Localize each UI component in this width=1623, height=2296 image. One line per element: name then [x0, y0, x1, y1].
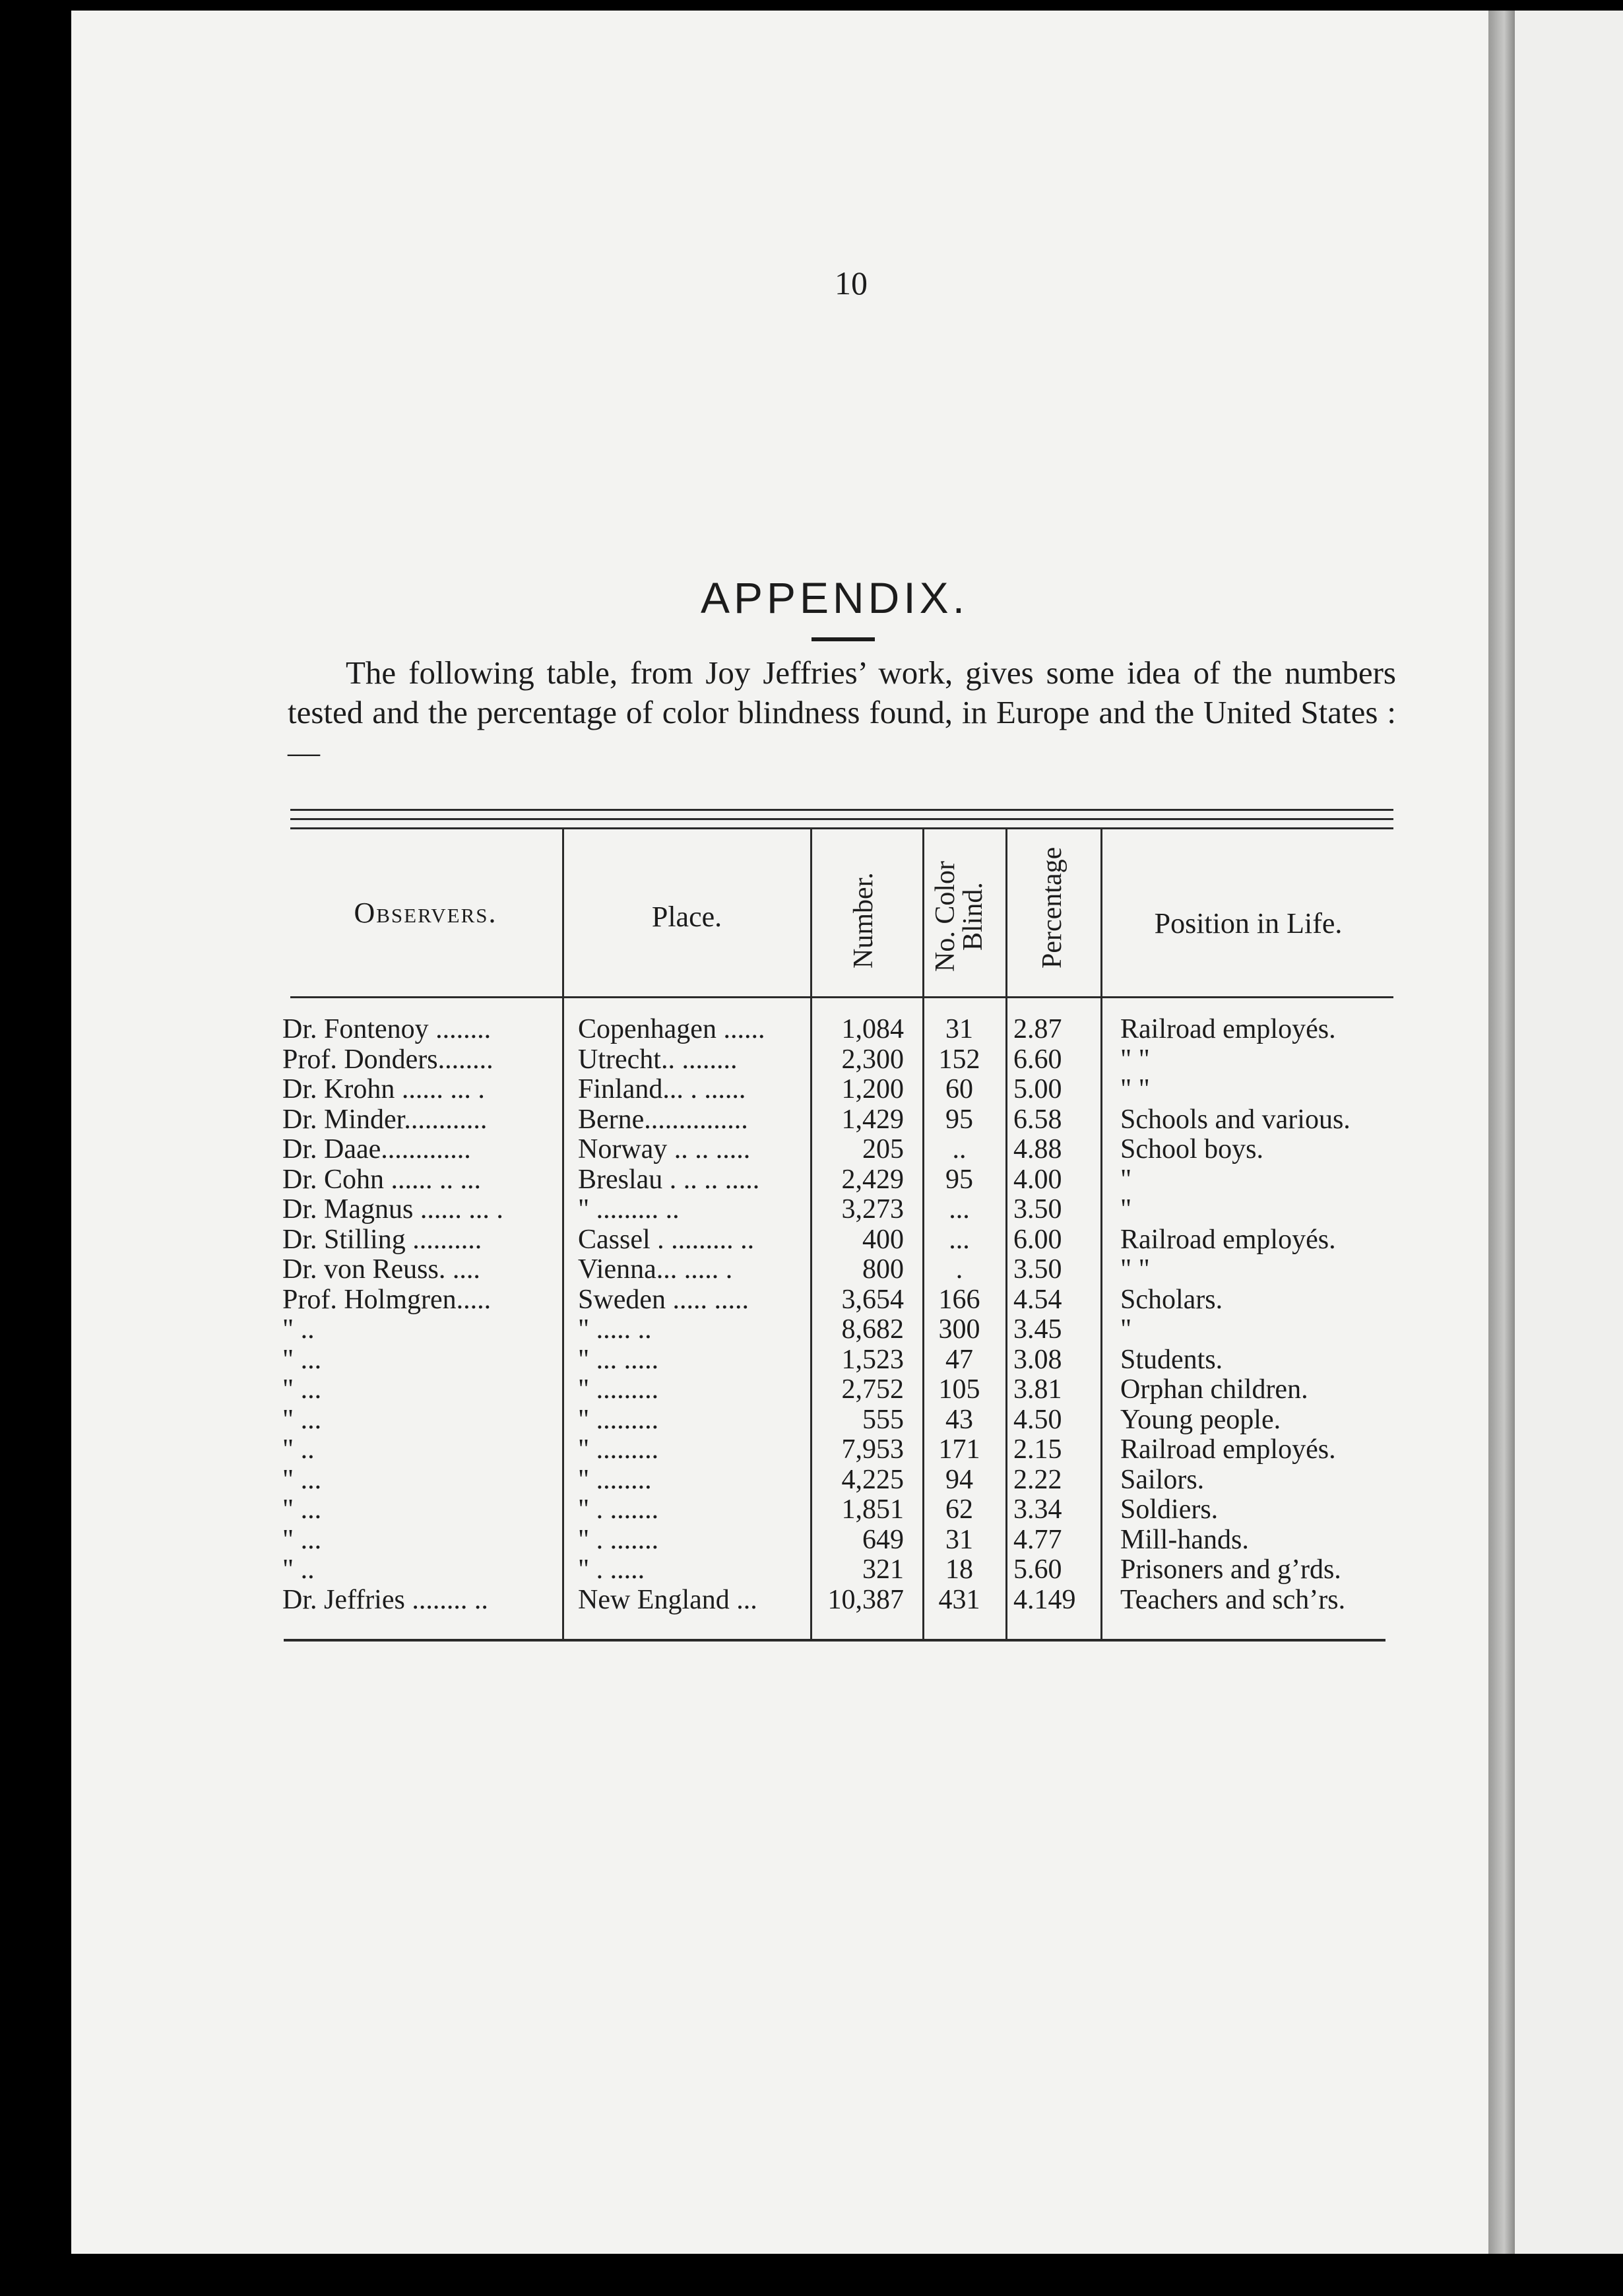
position-cell: Prisoners and g’rds. [1120, 1555, 1341, 1585]
place-cell: Copenhagen ...... [578, 1015, 765, 1044]
observer-cell: Dr. Krohn ...... ... . [282, 1075, 485, 1104]
table-top-rule-2 [290, 818, 1393, 820]
observer-cell: Dr. Jeffries ........ .. [282, 1585, 488, 1615]
percentage-cell: 4.88 [1013, 1135, 1062, 1164]
color-blind-cell: ... [949, 1195, 970, 1225]
observer-cell: " ... [282, 1495, 322, 1525]
percentage-cell: 2.15 [1013, 1435, 1062, 1465]
percentage-cell: 3.50 [1013, 1195, 1062, 1225]
color-blind-cell: 18 [945, 1555, 973, 1585]
percentage-cell: 2.87 [1013, 1015, 1062, 1044]
observer-cell: Prof. Holmgren..... [282, 1285, 492, 1315]
table-row [282, 1015, 1391, 1045]
color-blind-cell: 300 [938, 1315, 980, 1345]
place-cell: Finland... . ...... [578, 1075, 746, 1104]
place-cell: " ......... .. [578, 1195, 680, 1225]
position-cell: Soldiers. [1120, 1495, 1219, 1525]
position-cell: " " [1120, 1075, 1150, 1104]
number-cell: 8,682 [841, 1315, 904, 1345]
position-cell: " [1120, 1195, 1132, 1225]
percentage-cell: 5.60 [1013, 1555, 1062, 1585]
number-cell: 1,523 [841, 1345, 904, 1375]
table-row [282, 1225, 1391, 1256]
table-row [282, 1555, 1391, 1585]
table-row [282, 1345, 1391, 1376]
position-cell: Orphan children. [1120, 1375, 1308, 1405]
place-cell: " ......... [578, 1405, 659, 1435]
position-cell: " [1120, 1164, 1132, 1195]
position-cell: Railroad employés. [1120, 1015, 1336, 1044]
number-cell: 555 [862, 1405, 904, 1435]
number-cell: 4,225 [841, 1465, 904, 1495]
place-cell: Utrecht.. ........ [578, 1044, 738, 1075]
table-row [282, 1495, 1391, 1525]
observer-cell: Dr. Magnus ...... ... . [282, 1195, 503, 1225]
color-blind-cell: 47 [945, 1345, 973, 1375]
header-position: Position in Life. [1154, 907, 1343, 940]
percentage-cell: 5.00 [1013, 1075, 1062, 1104]
observer-cell: Dr. Fontenoy ........ [282, 1015, 492, 1044]
color-blind-cell: ... [949, 1225, 970, 1255]
number-cell: 3,654 [841, 1285, 904, 1315]
table-row [282, 1135, 1391, 1165]
position-cell: " " [1120, 1044, 1150, 1075]
place-cell: Vienna... ..... . [578, 1255, 733, 1285]
percentage-cell: 6.58 [1013, 1104, 1062, 1135]
place-cell: New England ... [578, 1585, 757, 1615]
place-cell: Berne............... [578, 1104, 748, 1135]
color-blind-cell: 94 [945, 1465, 973, 1495]
percentage-cell: 3.45 [1013, 1315, 1062, 1345]
color-blind-cell: 95 [945, 1164, 973, 1195]
percentage-cell: 3.81 [1013, 1375, 1062, 1405]
observer-cell: " .. [282, 1555, 315, 1585]
position-cell: " [1120, 1315, 1132, 1345]
header-place: Place. [651, 901, 722, 933]
number-cell: 649 [862, 1525, 904, 1555]
observer-cell: Prof. Donders........ [282, 1044, 493, 1075]
percentage-cell: 3.08 [1013, 1345, 1062, 1375]
position-cell: Young people. [1120, 1405, 1281, 1435]
table-row [282, 1165, 1391, 1196]
color-blind-cell: . [955, 1255, 963, 1285]
number-cell: 1,200 [841, 1075, 904, 1104]
number-cell: 10,387 [827, 1585, 904, 1615]
place-cell: " ... ..... [578, 1345, 659, 1375]
header-percentage: Percentage [1037, 846, 1067, 969]
table-row [282, 1435, 1391, 1465]
place-cell: " ......... [578, 1435, 659, 1465]
observer-cell: Dr. Daae............. [282, 1135, 471, 1164]
color-blind-cell: 43 [945, 1405, 973, 1435]
observer-cell: Dr. Minder............ [282, 1104, 488, 1135]
percentage-cell: 4.149 [1013, 1585, 1076, 1615]
number-cell: 1,084 [841, 1015, 904, 1044]
table-row [282, 1465, 1391, 1496]
header-bottom-rule [290, 996, 1393, 998]
number-cell: 1,429 [841, 1104, 904, 1135]
page-number: 10 [835, 265, 868, 302]
color-blind-cell: 60 [945, 1075, 973, 1104]
table-top-rule-3 [290, 827, 1393, 829]
place-cell: " ......... [578, 1375, 659, 1405]
percentage-cell: 6.60 [1013, 1044, 1062, 1075]
table-row [282, 1525, 1391, 1556]
position-cell: Students. [1120, 1345, 1223, 1375]
place-cell: " . ....... [578, 1495, 659, 1525]
position-cell: Schools and various. [1120, 1104, 1351, 1135]
table-row [282, 1045, 1391, 1075]
percentage-cell: 4.54 [1013, 1285, 1062, 1315]
intro-paragraph: The following table, from Joy Jeffries’ work, gives some idea of the numbers tested and the percentage of color blindness found, in Europe and the United States :— [288, 654, 1396, 770]
number-cell: 7,953 [841, 1435, 904, 1465]
percentage-cell: 4.00 [1013, 1164, 1062, 1195]
number-cell: 2,429 [841, 1164, 904, 1195]
color-blind-cell: 62 [945, 1495, 973, 1525]
percentage-cell: 4.77 [1013, 1525, 1062, 1555]
place-cell: Sweden ..... ..... [578, 1285, 749, 1315]
percentage-cell: 2.22 [1013, 1465, 1062, 1495]
observer-cell: " ... [282, 1375, 322, 1405]
table-top-rule [290, 809, 1393, 811]
number-cell: 800 [862, 1255, 904, 1285]
percentage-cell: 3.50 [1013, 1255, 1062, 1285]
percentage-cell: 6.00 [1013, 1225, 1062, 1255]
table-row [282, 1105, 1391, 1135]
place-cell: " . ....... [578, 1525, 659, 1555]
color-blind-cell: 152 [938, 1044, 980, 1075]
observer-cell: " ... [282, 1525, 322, 1555]
place-cell: " . ..... [578, 1555, 645, 1585]
position-cell: Railroad employés. [1120, 1225, 1336, 1255]
color-blind-cell: 431 [938, 1585, 980, 1615]
position-cell: Railroad employés. [1120, 1435, 1336, 1465]
number-cell: 205 [862, 1135, 904, 1164]
position-cell: Scholars. [1120, 1285, 1223, 1315]
color-blind-cell: .. [952, 1135, 967, 1164]
header-number: Number. [848, 872, 879, 969]
table-row [282, 1195, 1391, 1225]
color-blind-cell: 105 [938, 1375, 980, 1405]
number-cell: 321 [862, 1555, 904, 1585]
position-cell: School boys. [1120, 1135, 1264, 1164]
percentage-cell: 3.34 [1013, 1495, 1062, 1525]
header-observers: Observers. [354, 897, 497, 929]
color-blind-cell: 95 [945, 1104, 973, 1135]
place-cell: " ..... .. [578, 1315, 652, 1345]
number-cell: 2,300 [841, 1044, 904, 1075]
place-cell: Norway .. .. ..... [578, 1135, 751, 1164]
table-row [282, 1285, 1391, 1316]
observer-cell: Dr. Cohn ...... .. ... [282, 1164, 482, 1195]
position-cell: Teachers and sch’rs. [1120, 1585, 1346, 1615]
percentage-cell: 4.50 [1013, 1405, 1062, 1435]
table-row [282, 1075, 1391, 1105]
table-bottom-rule [284, 1639, 1385, 1642]
table-row [282, 1315, 1391, 1345]
observer-cell: Dr. von Reuss. .... [282, 1255, 480, 1285]
observer-cell: Dr. Stilling .......... [282, 1225, 482, 1255]
position-cell: Sailors. [1120, 1465, 1205, 1495]
table-row [282, 1585, 1391, 1616]
table-row [282, 1255, 1391, 1285]
book-spine-edge [1488, 11, 1515, 2254]
observer-cell: " .. [282, 1315, 315, 1345]
observer-cell: " .. [282, 1435, 315, 1465]
place-cell: Breslau . .. .. ..... [578, 1164, 760, 1195]
observer-cell: " ... [282, 1405, 322, 1435]
appendix-heading: APPENDIX. [700, 573, 969, 622]
number-cell: 1,851 [841, 1495, 904, 1525]
header-color-blind: No. Color Blind. [930, 861, 988, 972]
table-body [282, 1015, 1391, 1615]
color-blind-cell: 166 [938, 1285, 980, 1315]
table-row [282, 1375, 1391, 1405]
color-blind-cell: 31 [945, 1015, 973, 1044]
position-cell: " " [1120, 1255, 1150, 1285]
number-cell: 400 [862, 1225, 904, 1255]
number-cell: 3,273 [841, 1195, 904, 1225]
number-cell: 2,752 [841, 1375, 904, 1405]
color-blind-cell: 31 [945, 1525, 973, 1555]
color-blind-cell: 171 [938, 1435, 980, 1465]
observer-cell: " ... [282, 1465, 322, 1495]
position-cell: Mill-hands. [1120, 1525, 1249, 1555]
observer-cell: " ... [282, 1345, 322, 1375]
heading-rule [812, 637, 875, 641]
table-row [282, 1405, 1391, 1436]
place-cell: Cassel . ......... .. [578, 1225, 755, 1255]
place-cell: " ........ [578, 1465, 652, 1495]
facing-page-edge [1515, 11, 1623, 2254]
